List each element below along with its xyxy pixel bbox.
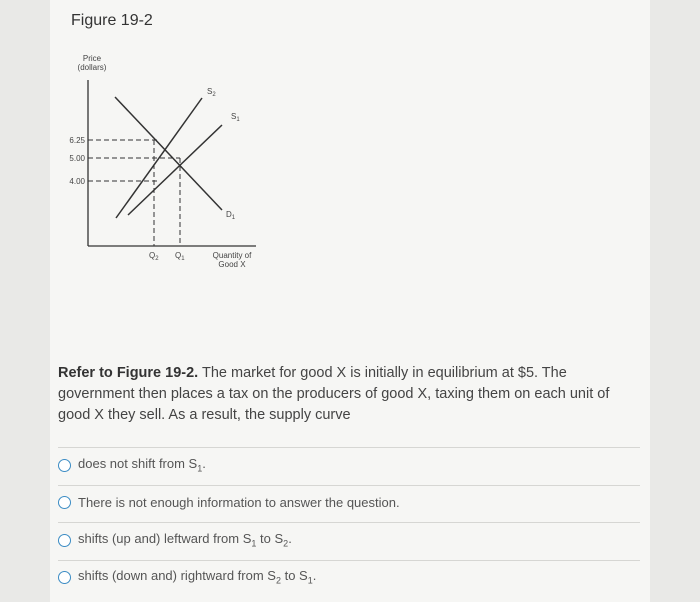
s1-label: $S_1$ [231, 112, 240, 123]
option-label: shifts (down and) rightward from $S_2$ to $S_1$. [78, 568, 317, 586]
y-tick-label: 6.25 [69, 136, 85, 145]
answer-option[interactable] [58, 566, 316, 588]
divider [58, 485, 640, 486]
divider [58, 447, 640, 448]
y-tick-label: 5.00 [69, 154, 85, 163]
y-axis-label-line2: (dollars) [77, 63, 107, 72]
s2-label: $S_2$ [207, 87, 216, 98]
answer-option[interactable] [58, 454, 206, 476]
radio-icon[interactable] [58, 496, 71, 509]
s1-curve [128, 125, 222, 215]
y-axis-label-line1: Price [82, 54, 102, 63]
option-label: does not shift from $S_1$. [78, 456, 206, 474]
divider [58, 522, 640, 523]
radio-icon[interactable] [58, 459, 71, 472]
y-tick-label: 4.00 [69, 177, 85, 186]
x-tick-q1: $Q_1$ [175, 251, 185, 262]
figure-title: Figure 19-2 [71, 12, 153, 29]
d1-curve [115, 97, 222, 210]
x-axis-label-line2: Good X [218, 260, 246, 269]
divider [58, 560, 640, 561]
radio-icon[interactable] [58, 571, 71, 584]
option-label: There is not enough information to answer the question. [78, 494, 400, 510]
x-tick-q2: $Q_2$ [149, 251, 159, 262]
x-axis-label-line1: Quantity of [212, 251, 252, 260]
question-text [58, 363, 618, 426]
supply-demand-chart [0, 0, 700, 300]
question-lead: Refer to Figure 19-2. [58, 365, 199, 381]
question-body: The market for good X is initially in equilibrium at $5. The government then places a tax on the producers of good X, taxing them on each unit of good X they sell. As a result, the supply curve [58, 365, 610, 423]
radio-icon[interactable] [58, 534, 71, 547]
answer-option[interactable] [58, 529, 292, 551]
answer-option[interactable] [58, 491, 400, 513]
option-label: shifts (up and) leftward from $S_1$ to $S_2$. [78, 531, 292, 549]
d1-label: $D_1$ [226, 210, 236, 221]
